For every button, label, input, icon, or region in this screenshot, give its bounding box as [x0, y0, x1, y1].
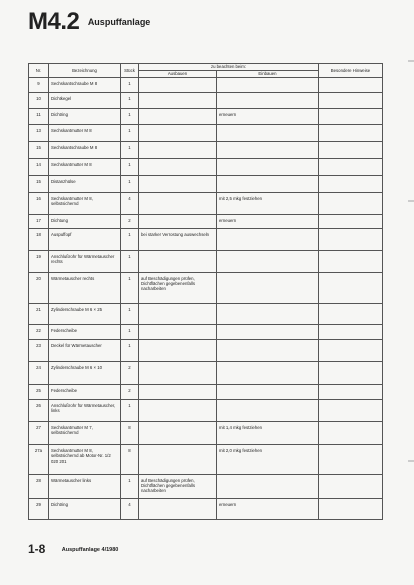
- cell-einbauen: [217, 385, 319, 400]
- cell-einbauen: mit 1,4 mkg festziehen: [217, 421, 319, 444]
- cell-einbauen: [217, 474, 319, 498]
- table-row: [29, 272, 383, 304]
- cell-ausbauen: [139, 445, 217, 474]
- page-header: [28, 8, 150, 36]
- cell-hinweise: [319, 421, 383, 444]
- cell-nr: 27a: [29, 445, 49, 474]
- cell-einbauen: mit 2,0 mkg festziehen: [217, 445, 319, 474]
- cell-bezeichnung: Dichtkegel: [49, 92, 121, 108]
- cell-ausbauen: [139, 214, 217, 229]
- cell-ausbauen: [139, 385, 217, 400]
- cell-hinweise: [319, 78, 383, 93]
- header-nr: Nr.: [29, 64, 49, 78]
- cell-stueck: 1: [121, 78, 139, 93]
- cell-einbauen: [217, 399, 319, 421]
- page-footer: [28, 540, 118, 558]
- cell-bezeichnung: Federscheibe: [49, 385, 121, 400]
- cell-einbauen: erneuern: [217, 108, 319, 125]
- cell-nr: 20: [29, 272, 49, 304]
- cell-stueck: 1: [121, 108, 139, 125]
- section-code: M4.2: [28, 8, 80, 35]
- cell-stueck: 4: [121, 498, 139, 519]
- cell-hinweise: [319, 214, 383, 229]
- table-row: [29, 142, 383, 159]
- cell-bezeichnung: Deckel für Wärmetauscher: [49, 339, 121, 361]
- table-row: [29, 339, 383, 361]
- cell-nr: 17: [29, 214, 49, 229]
- cell-einbauen: [217, 158, 319, 175]
- cell-einbauen: erneuern: [217, 498, 319, 519]
- cell-bezeichnung: Sechskantschraube M 8: [49, 142, 121, 159]
- cell-hinweise: [319, 125, 383, 142]
- table-row: [29, 445, 383, 474]
- cell-einbauen: [217, 92, 319, 108]
- cell-nr: 15: [29, 175, 49, 192]
- cell-hinweise: [319, 445, 383, 474]
- cell-nr: 28: [29, 474, 49, 498]
- cell-ausbauen: [139, 399, 217, 421]
- cell-stueck: 1: [121, 474, 139, 498]
- cell-hinweise: [319, 108, 383, 125]
- cell-nr: 22: [29, 325, 49, 340]
- cell-stueck: 1: [121, 158, 139, 175]
- cell-ausbauen: [139, 78, 217, 93]
- cell-einbauen: [217, 272, 319, 304]
- margin-mark: [408, 60, 414, 62]
- cell-stueck: 4: [121, 192, 139, 214]
- cell-nr: 23: [29, 339, 49, 361]
- table-row: [29, 362, 383, 385]
- cell-bezeichnung: Anschlußrohr für Wärmetauscher rechts: [49, 250, 121, 272]
- cell-hinweise: [319, 175, 383, 192]
- table-row: [29, 192, 383, 214]
- table-row: [29, 108, 383, 125]
- cell-bezeichnung: Federscheibe: [49, 325, 121, 340]
- table-body: [29, 78, 383, 520]
- cell-ausbauen: [139, 158, 217, 175]
- cell-ausbauen: [139, 125, 217, 142]
- cell-bezeichnung: Sechskantschraube M 8: [49, 78, 121, 93]
- footer-title: Auspuffanlage 4/1980: [61, 547, 119, 553]
- cell-einbauen: [217, 362, 319, 385]
- cell-stueck: 1: [121, 339, 139, 361]
- table-row: [29, 250, 383, 272]
- cell-stueck: 1: [121, 304, 139, 325]
- cell-einbauen: [217, 125, 319, 142]
- cell-einbauen: mit 2,5 mkg festziehen: [217, 192, 319, 214]
- cell-ausbauen: [139, 498, 217, 519]
- cell-ausbauen: auf Beschädigungen prüfen, Dichtflächen gegebenenfalls nacharbeiten: [139, 272, 217, 304]
- cell-stueck: 1: [121, 142, 139, 159]
- cell-hinweise: [319, 229, 383, 250]
- cell-nr: 24: [29, 362, 49, 385]
- cell-bezeichnung: Sechskantmutter M 8: [49, 158, 121, 175]
- table-row: [29, 78, 383, 93]
- cell-ausbauen: bei starker Verrostung auswechseln: [139, 229, 217, 250]
- table-row: [29, 175, 383, 192]
- table-row: [29, 385, 383, 400]
- header-stueck: Stück: [121, 64, 139, 78]
- cell-ausbauen: [139, 92, 217, 108]
- cell-nr: 16: [29, 192, 49, 214]
- cell-ausbauen: [139, 250, 217, 272]
- cell-einbauen: [217, 250, 319, 272]
- cell-nr: 13: [29, 125, 49, 142]
- cell-ausbauen: [139, 108, 217, 125]
- cell-ausbauen: [139, 339, 217, 361]
- cell-bezeichnung: Dichtring: [49, 108, 121, 125]
- cell-stueck: 1: [121, 229, 139, 250]
- cell-hinweise: [319, 250, 383, 272]
- cell-nr: 18: [29, 229, 49, 250]
- cell-bezeichnung: Sechskantmutter M 7, selbstsichernd: [49, 421, 121, 444]
- cell-nr: 26: [29, 399, 49, 421]
- table-row: [29, 229, 383, 250]
- cell-bezeichnung: Dichtring: [49, 498, 121, 519]
- table-row: [29, 421, 383, 444]
- cell-hinweise: [319, 304, 383, 325]
- cell-einbauen: [217, 175, 319, 192]
- cell-nr: 10: [29, 92, 49, 108]
- cell-ausbauen: [139, 175, 217, 192]
- cell-hinweise: [319, 385, 383, 400]
- table-row: [29, 158, 383, 175]
- cell-hinweise: [319, 474, 383, 498]
- cell-bezeichnung: Sechskantmutter M 8: [49, 125, 121, 142]
- table-row: [29, 498, 383, 519]
- cell-bezeichnung: Wärmetauscher links: [49, 474, 121, 498]
- cell-einbauen: [217, 78, 319, 93]
- cell-nr: 27: [29, 421, 49, 444]
- cell-hinweise: [319, 339, 383, 361]
- cell-hinweise: [319, 498, 383, 519]
- cell-einbauen: [217, 325, 319, 340]
- page-number: 1-8: [28, 542, 46, 556]
- cell-bezeichnung: Zylinderschraube M 6 × 10: [49, 362, 121, 385]
- cell-stueck: 1: [121, 272, 139, 304]
- cell-bezeichnung: Dichtung: [49, 214, 121, 229]
- cell-hinweise: [319, 158, 383, 175]
- cell-ausbauen: [139, 142, 217, 159]
- cell-ausbauen: [139, 325, 217, 340]
- table-row: [29, 92, 383, 108]
- cell-nr: 21: [29, 304, 49, 325]
- header-ausbauen: Ausbauen: [139, 71, 217, 78]
- parts-table: [28, 63, 383, 520]
- cell-bezeichnung: Distanzhülse: [49, 175, 121, 192]
- cell-bezeichnung: Sechskantmutter M 8, selbstsichernd ab Motor-Nr. 1/2 020 201: [49, 445, 121, 474]
- header-bezeichnung: Bezeichnung: [49, 64, 121, 78]
- cell-hinweise: [319, 192, 383, 214]
- section-title: Auspuffanlage: [87, 17, 151, 27]
- cell-nr: 19: [29, 250, 49, 272]
- table-row: [29, 304, 383, 325]
- cell-stueck: 1: [121, 250, 139, 272]
- cell-stueck: 2: [121, 385, 139, 400]
- cell-einbauen: [217, 142, 319, 159]
- cell-ausbauen: [139, 192, 217, 214]
- cell-stueck: 1: [121, 325, 139, 340]
- cell-einbauen: erneuern: [217, 214, 319, 229]
- cell-einbauen: [217, 339, 319, 361]
- cell-bezeichnung: Zylinderschraube M 6 × 25: [49, 304, 121, 325]
- cell-stueck: 2: [121, 362, 139, 385]
- margin-mark: [408, 200, 414, 202]
- cell-stueck: 8: [121, 421, 139, 444]
- cell-stueck: 8: [121, 445, 139, 474]
- cell-einbauen: [217, 304, 319, 325]
- cell-hinweise: [319, 142, 383, 159]
- cell-bezeichnung: Sechskantmutter M 8, selbstsichernd: [49, 192, 121, 214]
- cell-einbauen: [217, 229, 319, 250]
- cell-stueck: 1: [121, 175, 139, 192]
- cell-stueck: 2: [121, 214, 139, 229]
- cell-hinweise: [319, 272, 383, 304]
- cell-ausbauen: [139, 421, 217, 444]
- cell-nr: 25: [29, 385, 49, 400]
- cell-stueck: 1: [121, 92, 139, 108]
- cell-nr: 14: [29, 158, 49, 175]
- cell-nr: 29: [29, 498, 49, 519]
- cell-ausbauen: [139, 304, 217, 325]
- cell-hinweise: [319, 362, 383, 385]
- cell-bezeichnung: Anschlußrohr für Wärmetauscher, links: [49, 399, 121, 421]
- cell-ausbauen: [139, 362, 217, 385]
- table-row: [29, 325, 383, 340]
- cell-ausbauen: auf Beschädigungen prüfen, Dichtflächen gegebenenfalls nacharbeiten: [139, 474, 217, 498]
- cell-bezeichnung: Wärmetauscher rechts: [49, 272, 121, 304]
- cell-nr: 15: [29, 142, 49, 159]
- header-group: zu beachten beim:: [139, 64, 319, 71]
- header-hinweise: Besondere Hinweise: [319, 64, 383, 78]
- cell-hinweise: [319, 92, 383, 108]
- header-einbauen: Einbauen: [217, 71, 319, 78]
- table-row: [29, 474, 383, 498]
- cell-hinweise: [319, 399, 383, 421]
- table-row: [29, 125, 383, 142]
- margin-mark: [408, 460, 414, 462]
- cell-stueck: 1: [121, 399, 139, 421]
- cell-hinweise: [319, 325, 383, 340]
- cell-stueck: 1: [121, 125, 139, 142]
- cell-bezeichnung: Auspuffopf: [49, 229, 121, 250]
- cell-nr: 9: [29, 78, 49, 93]
- table-row: [29, 214, 383, 229]
- table-row: [29, 399, 383, 421]
- cell-nr: 11: [29, 108, 49, 125]
